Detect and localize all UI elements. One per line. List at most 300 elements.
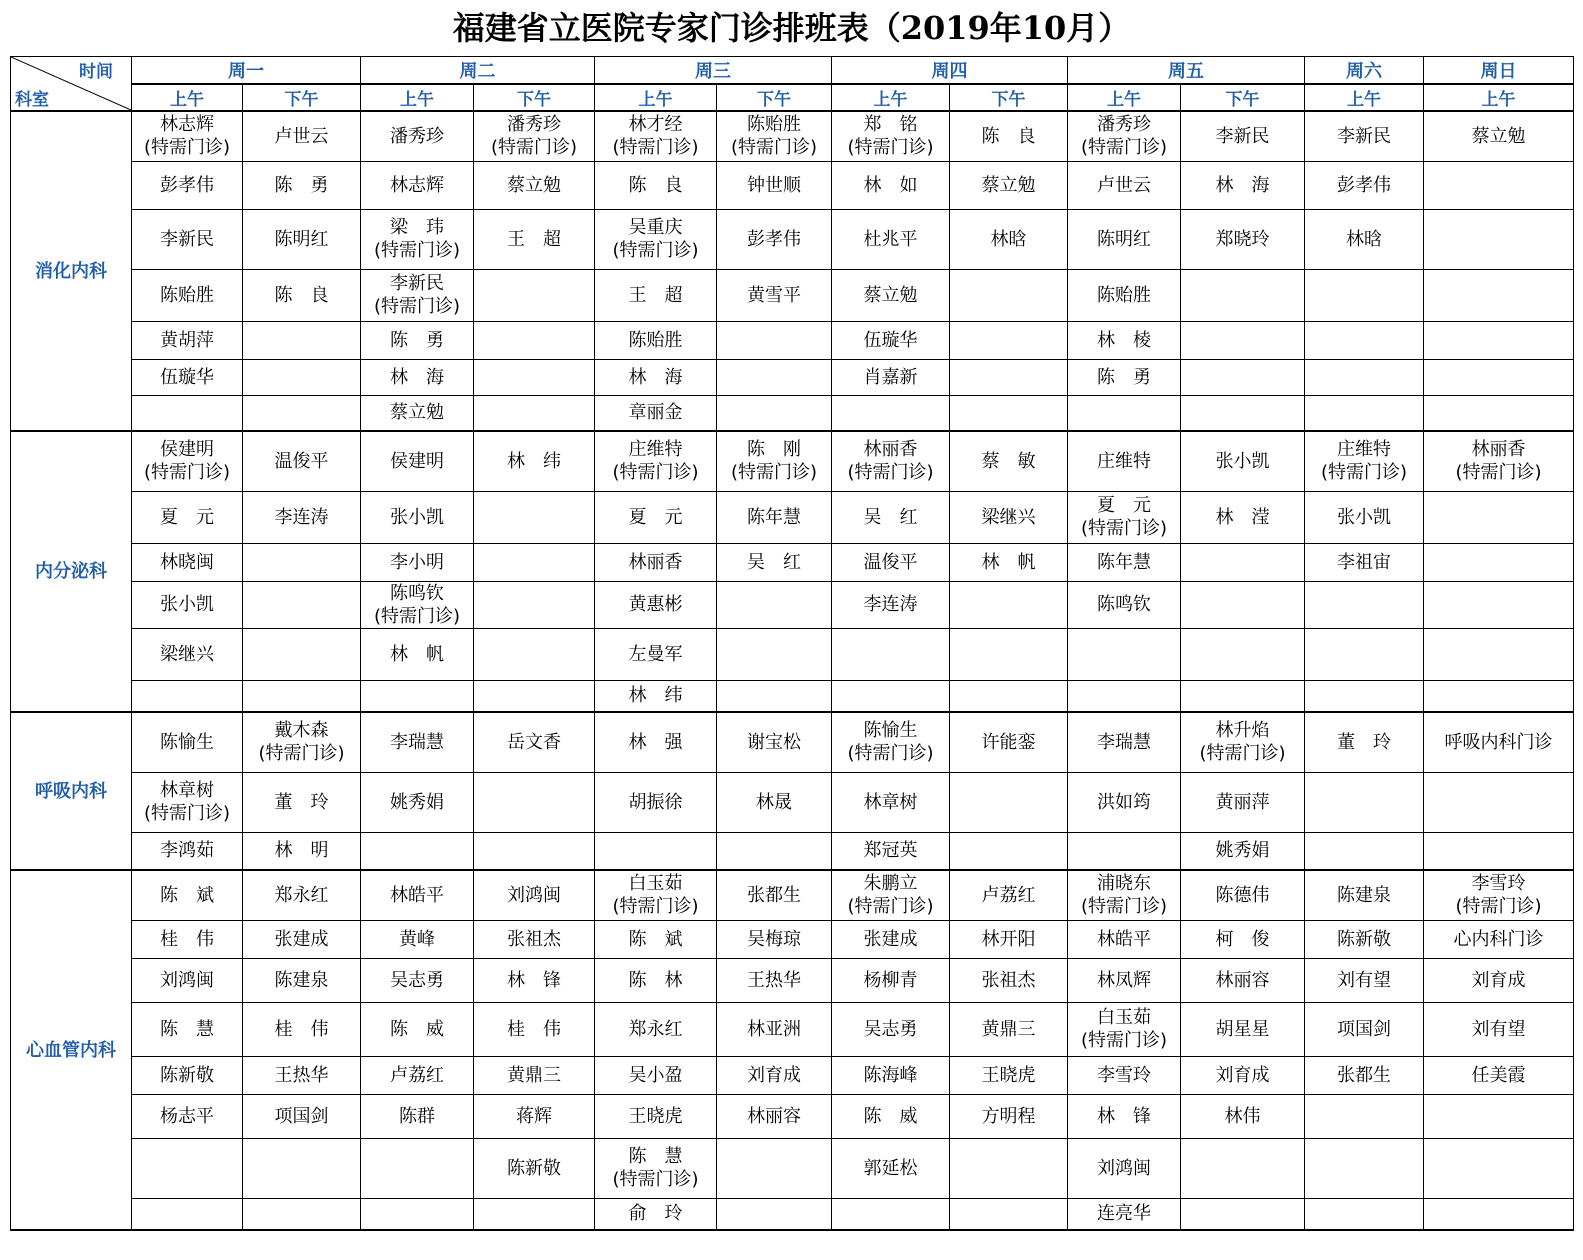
doctor-cell — [243, 628, 361, 680]
doctor-cell: 刘有望 — [1424, 1002, 1574, 1056]
doctor-cell: 林晗 — [1305, 209, 1424, 269]
doctor-cell: 吴小盈 — [595, 1056, 717, 1094]
doctor-cell — [717, 321, 832, 359]
doctor-cell — [474, 772, 595, 832]
doctor-cell: 连亮华 — [1068, 1198, 1181, 1230]
doctor-cell: 蔡 敏 — [950, 431, 1068, 491]
doctor-cell: 董 玲 — [1305, 712, 1424, 772]
doctor-cell — [1305, 1094, 1424, 1138]
doctor-cell: 林 棱 — [1068, 321, 1181, 359]
doctor-cell: 陈 良 — [595, 161, 717, 209]
department-name: 消化内科 — [11, 111, 132, 431]
doctor-cell: 刘育成 — [717, 1056, 832, 1094]
doctor-cell: 刘育成 — [1181, 1056, 1305, 1094]
doctor-cell: 潘秀珍 (特需门诊) — [474, 111, 595, 161]
doctor-cell: 林 帆 — [361, 628, 474, 680]
doctor-cell — [832, 395, 950, 431]
doctor-cell: 朱鹏立 (特需门诊) — [832, 870, 950, 920]
doctor-cell — [1424, 269, 1574, 321]
doctor-cell — [243, 680, 361, 712]
doctor-cell — [832, 628, 950, 680]
doctor-cell: 李鸿茹 — [132, 832, 243, 870]
period-am: 上午 — [595, 84, 717, 111]
doctor-cell: 陈贻胜 — [132, 269, 243, 321]
doctor-cell: 张都生 — [1305, 1056, 1424, 1094]
day-header-row — [11, 57, 1574, 85]
doctor-cell: 心内科门诊 — [1424, 920, 1574, 958]
doctor-cell: 梁 玮 (特需门诊) — [361, 209, 474, 269]
doctor-cell — [1181, 581, 1305, 628]
table-row — [11, 431, 1574, 491]
doctor-cell: 林 锋 — [1068, 1094, 1181, 1138]
doctor-cell: 陈鸣钦 — [1068, 581, 1181, 628]
day-tuesday: 周二 — [361, 57, 595, 85]
doctor-cell: 蔡立勉 — [361, 395, 474, 431]
doctor-cell: 黄胡萍 — [132, 321, 243, 359]
doctor-cell — [132, 1138, 243, 1198]
doctor-cell: 林志辉 — [361, 161, 474, 209]
doctor-cell — [1305, 581, 1424, 628]
doctor-cell: 陈 良 — [243, 269, 361, 321]
doctor-cell: 侯建明 (特需门诊) — [132, 431, 243, 491]
doctor-cell: 洪如筠 — [1068, 772, 1181, 832]
doctor-cell: 温俊平 — [832, 543, 950, 581]
doctor-cell — [1424, 161, 1574, 209]
doctor-cell: 黄雪平 — [717, 269, 832, 321]
doctor-cell: 桂 伟 — [132, 920, 243, 958]
doctor-cell: 王 超 — [595, 269, 717, 321]
doctor-cell: 伍璇华 — [832, 321, 950, 359]
doctor-cell — [474, 395, 595, 431]
doctor-cell — [1305, 1138, 1424, 1198]
doctor-cell: 王热华 — [717, 958, 832, 1002]
doctor-cell: 潘秀珍 — [361, 111, 474, 161]
doctor-cell: 杜兆平 — [832, 209, 950, 269]
doctor-cell — [1181, 680, 1305, 712]
doctor-cell: 蔡立勉 — [474, 161, 595, 209]
doctor-cell — [243, 1198, 361, 1230]
doctor-cell: 吴志勇 — [832, 1002, 950, 1056]
doctor-cell — [243, 359, 361, 395]
doctor-cell — [1424, 359, 1574, 395]
day-wednesday: 周三 — [595, 57, 832, 85]
doctor-cell: 黄丽萍 — [1181, 772, 1305, 832]
doctor-cell: 林亚洲 — [717, 1002, 832, 1056]
doctor-cell — [950, 772, 1068, 832]
doctor-cell: 吴重庆 (特需门诊) — [595, 209, 717, 269]
doctor-cell: 彭孝伟 — [717, 209, 832, 269]
doctor-cell: 李祖宙 — [1305, 543, 1424, 581]
table-row — [11, 1138, 1574, 1198]
doctor-cell — [950, 628, 1068, 680]
doctor-cell — [1424, 1094, 1574, 1138]
doctor-cell: 林章树 — [832, 772, 950, 832]
doctor-cell — [1424, 209, 1574, 269]
doctor-cell — [950, 1198, 1068, 1230]
doctor-cell — [1424, 543, 1574, 581]
table-row — [11, 395, 1574, 431]
doctor-cell: 林 锋 — [474, 958, 595, 1002]
doctor-cell — [1424, 581, 1574, 628]
doctor-cell: 杨柳青 — [832, 958, 950, 1002]
doctor-cell: 林 强 — [595, 712, 717, 772]
department-name: 内分泌科 — [11, 431, 132, 712]
doctor-cell: 陈 慧 (特需门诊) — [595, 1138, 717, 1198]
doctor-cell — [717, 832, 832, 870]
doctor-cell — [950, 680, 1068, 712]
period-pm: 下午 — [1181, 84, 1305, 111]
doctor-cell — [1068, 395, 1181, 431]
doctor-cell: 林 滢 — [1181, 491, 1305, 543]
table-row — [11, 209, 1574, 269]
doctor-cell: 陈 威 — [361, 1002, 474, 1056]
doctor-cell — [474, 269, 595, 321]
doctor-cell: 林伟 — [1181, 1094, 1305, 1138]
doctor-cell: 陈年慧 — [717, 491, 832, 543]
doctor-cell: 李新民 — [132, 209, 243, 269]
doctor-cell: 卢世云 — [1068, 161, 1181, 209]
doctor-cell: 彭孝伟 — [1305, 161, 1424, 209]
doctor-cell: 李新民 (特需门诊) — [361, 269, 474, 321]
doctor-cell: 桂 伟 — [474, 1002, 595, 1056]
doctor-cell: 吴 红 — [832, 491, 950, 543]
doctor-cell — [361, 680, 474, 712]
day-friday: 周五 — [1068, 57, 1305, 85]
period-am: 上午 — [361, 84, 474, 111]
doctor-cell: 林升焰 (特需门诊) — [1181, 712, 1305, 772]
doctor-cell: 林丽容 — [1181, 958, 1305, 1002]
doctor-cell — [474, 491, 595, 543]
doctor-cell — [132, 1198, 243, 1230]
doctor-cell — [243, 581, 361, 628]
doctor-cell — [950, 395, 1068, 431]
doctor-cell: 庄维特 — [1068, 431, 1181, 491]
doctor-cell: 郑冠英 — [832, 832, 950, 870]
doctor-cell — [474, 321, 595, 359]
doctor-cell: 白玉茹 (特需门诊) — [1068, 1002, 1181, 1056]
dept-label: 科室 — [15, 90, 49, 110]
doctor-cell: 项国剑 — [243, 1094, 361, 1138]
table-row — [11, 359, 1574, 395]
doctor-cell: 陈德伟 — [1181, 870, 1305, 920]
doctor-cell: 刘育成 — [1424, 958, 1574, 1002]
day-saturday: 周六 — [1305, 57, 1424, 85]
table-row — [11, 1002, 1574, 1056]
doctor-cell: 林皓平 — [361, 870, 474, 920]
doctor-cell: 岳文香 — [474, 712, 595, 772]
table-row — [11, 920, 1574, 958]
doctor-cell: 卢荔红 — [361, 1056, 474, 1094]
doctor-cell — [950, 359, 1068, 395]
schedule-table — [10, 56, 1574, 1231]
doctor-cell: 肖嘉新 — [832, 359, 950, 395]
doctor-cell: 林 纬 — [595, 680, 717, 712]
doctor-cell: 方明程 — [950, 1094, 1068, 1138]
day-monday: 周一 — [132, 57, 361, 85]
doctor-cell: 章丽金 — [595, 395, 717, 431]
doctor-cell: 侯建明 — [361, 431, 474, 491]
doctor-cell: 张祖杰 — [950, 958, 1068, 1002]
doctor-cell: 俞 玲 — [595, 1198, 717, 1230]
doctor-cell: 吴梅琼 — [717, 920, 832, 958]
doctor-cell: 彭孝伟 — [132, 161, 243, 209]
doctor-cell: 林志辉 (特需门诊) — [132, 111, 243, 161]
doctor-cell: 张小凯 — [361, 491, 474, 543]
doctor-cell: 张小凯 — [132, 581, 243, 628]
doctor-cell: 张祖杰 — [474, 920, 595, 958]
doctor-cell — [1181, 543, 1305, 581]
doctor-cell: 陈 勇 — [1068, 359, 1181, 395]
doctor-cell: 陈愉生 — [132, 712, 243, 772]
doctor-cell: 伍璇华 — [132, 359, 243, 395]
doctor-cell: 蔡立勉 — [832, 269, 950, 321]
doctor-cell: 陈年慧 — [1068, 543, 1181, 581]
doctor-cell — [243, 1138, 361, 1198]
doctor-cell: 刘鸿闽 — [1068, 1138, 1181, 1198]
table-row — [11, 1056, 1574, 1094]
doctor-cell: 林晗 — [950, 209, 1068, 269]
doctor-cell: 陈愉生 (特需门诊) — [832, 712, 950, 772]
doctor-cell: 陈 斌 — [595, 920, 717, 958]
doctor-cell: 陈 良 — [950, 111, 1068, 161]
doctor-cell: 吴 红 — [717, 543, 832, 581]
doctor-cell — [950, 269, 1068, 321]
doctor-cell: 柯 俊 — [1181, 920, 1305, 958]
doctor-cell: 王热华 — [243, 1056, 361, 1094]
table-row — [11, 680, 1574, 712]
doctor-cell — [1068, 628, 1181, 680]
table-row — [11, 321, 1574, 359]
table-row — [11, 491, 1574, 543]
doctor-cell — [1305, 772, 1424, 832]
doctor-cell: 陈 勇 — [361, 321, 474, 359]
doctor-cell: 林 海 — [1181, 161, 1305, 209]
doctor-cell: 林开阳 — [950, 920, 1068, 958]
period-pm: 下午 — [243, 84, 361, 111]
doctor-cell: 林 纬 — [474, 431, 595, 491]
doctor-cell: 林丽香 (特需门诊) — [1424, 431, 1574, 491]
doctor-cell: 浦晓东 (特需门诊) — [1068, 870, 1181, 920]
doctor-cell: 李雪玲 — [1068, 1056, 1181, 1094]
doctor-cell — [595, 832, 717, 870]
doctor-cell: 陈建泉 — [243, 958, 361, 1002]
doctor-cell — [1181, 628, 1305, 680]
table-row — [11, 1198, 1574, 1230]
department-name: 呼吸内科 — [11, 712, 132, 870]
doctor-cell: 刘鸿闽 — [132, 958, 243, 1002]
doctor-cell — [717, 1138, 832, 1198]
doctor-cell — [1068, 832, 1181, 870]
doctor-cell: 李连涛 — [832, 581, 950, 628]
period-pm: 下午 — [474, 84, 595, 111]
doctor-cell: 谢宝松 — [717, 712, 832, 772]
doctor-cell — [832, 680, 950, 712]
doctor-cell: 林丽香 (特需门诊) — [832, 431, 950, 491]
doctor-cell — [243, 395, 361, 431]
table-row — [11, 543, 1574, 581]
doctor-cell: 林 如 — [832, 161, 950, 209]
doctor-cell — [474, 680, 595, 712]
doctor-cell — [1424, 1198, 1574, 1230]
doctor-cell — [717, 628, 832, 680]
doctor-cell — [1305, 832, 1424, 870]
doctor-cell — [832, 1198, 950, 1230]
doctor-cell — [1424, 1138, 1574, 1198]
doctor-cell — [1305, 359, 1424, 395]
doctor-cell: 林 海 — [595, 359, 717, 395]
period-pm: 下午 — [717, 84, 832, 111]
doctor-cell: 陈贻胜 (特需门诊) — [717, 111, 832, 161]
table-row — [11, 772, 1574, 832]
department-name: 心血管内科 — [11, 870, 132, 1230]
doctor-cell: 庄维特 (特需门诊) — [595, 431, 717, 491]
doctor-cell — [1181, 321, 1305, 359]
doctor-cell: 陈 刚 (特需门诊) — [717, 431, 832, 491]
doctor-cell — [474, 543, 595, 581]
doctor-cell — [474, 359, 595, 395]
doctor-cell — [1424, 680, 1574, 712]
table-row — [11, 269, 1574, 321]
day-thursday: 周四 — [832, 57, 1068, 85]
doctor-cell: 林丽香 — [595, 543, 717, 581]
doctor-cell: 许能銮 — [950, 712, 1068, 772]
doctor-cell — [361, 1138, 474, 1198]
doctor-cell: 胡星星 — [1181, 1002, 1305, 1056]
doctor-cell — [1424, 491, 1574, 543]
doctor-cell: 李雪玲 (特需门诊) — [1424, 870, 1574, 920]
doctor-cell: 张小凯 — [1305, 491, 1424, 543]
doctor-cell — [1181, 1198, 1305, 1230]
doctor-cell: 呼吸内科门诊 — [1424, 712, 1574, 772]
doctor-cell: 梁继兴 — [950, 491, 1068, 543]
doctor-cell: 庄维特 (特需门诊) — [1305, 431, 1424, 491]
doctor-cell — [474, 628, 595, 680]
doctor-cell: 王 超 — [474, 209, 595, 269]
doctor-cell: 夏 元 (特需门诊) — [1068, 491, 1181, 543]
doctor-cell — [1068, 680, 1181, 712]
doctor-cell: 左曼军 — [595, 628, 717, 680]
doctor-cell: 陈 斌 — [132, 870, 243, 920]
doctor-cell: 陈明红 — [243, 209, 361, 269]
period-am: 上午 — [1424, 84, 1574, 111]
doctor-cell: 潘秀珍 (特需门诊) — [1068, 111, 1181, 161]
doctor-cell: 郑永红 — [595, 1002, 717, 1056]
doctor-cell: 林丽容 — [717, 1094, 832, 1138]
doctor-cell: 黄鼎三 — [474, 1056, 595, 1094]
period-am: 上午 — [832, 84, 950, 111]
doctor-cell: 李新民 — [1181, 111, 1305, 161]
doctor-cell: 郑永红 — [243, 870, 361, 920]
doctor-cell — [132, 680, 243, 712]
doctor-cell: 李新民 — [1305, 111, 1424, 161]
doctor-cell: 张都生 — [717, 870, 832, 920]
doctor-cell — [1424, 772, 1574, 832]
period-am: 上午 — [1305, 84, 1424, 111]
period-pm: 下午 — [950, 84, 1068, 111]
doctor-cell: 吴志勇 — [361, 958, 474, 1002]
doctor-cell — [1305, 395, 1424, 431]
doctor-cell — [361, 832, 474, 870]
doctor-cell — [950, 321, 1068, 359]
doctor-cell — [1305, 321, 1424, 359]
doctor-cell: 胡振徐 — [595, 772, 717, 832]
doctor-cell — [717, 581, 832, 628]
doctor-cell: 李瑞慧 — [1068, 712, 1181, 772]
doctor-cell — [243, 321, 361, 359]
doctor-cell: 卢荔红 — [950, 870, 1068, 920]
doctor-cell: 李小明 — [361, 543, 474, 581]
doctor-cell: 项国剑 — [1305, 1002, 1424, 1056]
table-row — [11, 832, 1574, 870]
doctor-cell: 陈群 — [361, 1094, 474, 1138]
doctor-cell: 蔡立勉 — [1424, 111, 1574, 161]
doctor-cell: 卢世云 — [243, 111, 361, 161]
doctor-cell — [1181, 269, 1305, 321]
doctor-cell: 陈鸣钦 (特需门诊) — [361, 581, 474, 628]
doctor-cell: 陈 林 — [595, 958, 717, 1002]
table-row — [11, 712, 1574, 772]
doctor-cell: 任美霞 — [1424, 1056, 1574, 1094]
doctor-cell: 郑晓玲 — [1181, 209, 1305, 269]
table-row — [11, 1094, 1574, 1138]
doctor-cell: 林晓闽 — [132, 543, 243, 581]
doctor-cell — [1181, 1138, 1305, 1198]
corner-cell — [11, 57, 132, 112]
doctor-cell: 李连涛 — [243, 491, 361, 543]
period-am: 上午 — [1068, 84, 1181, 111]
doctor-cell: 温俊平 — [243, 431, 361, 491]
doctor-cell: 陈 慧 — [132, 1002, 243, 1056]
doctor-cell — [1424, 628, 1574, 680]
doctor-cell: 夏 元 — [595, 491, 717, 543]
doctor-cell — [361, 1198, 474, 1230]
doctor-cell: 张建成 — [832, 920, 950, 958]
doctor-cell: 林才经 (特需门诊) — [595, 111, 717, 161]
doctor-cell — [1424, 832, 1574, 870]
table-row — [11, 581, 1574, 628]
doctor-cell: 王晓虎 — [595, 1094, 717, 1138]
doctor-cell: 陈海峰 — [832, 1056, 950, 1094]
doctor-cell — [243, 543, 361, 581]
doctor-cell: 陈 威 — [832, 1094, 950, 1138]
doctor-cell: 黄惠彬 — [595, 581, 717, 628]
doctor-cell: 王晓虎 — [950, 1056, 1068, 1094]
doctor-cell: 陈新敬 — [1305, 920, 1424, 958]
doctor-cell: 陈 勇 — [243, 161, 361, 209]
table-row — [11, 628, 1574, 680]
doctor-cell: 戴木森 (特需门诊) — [243, 712, 361, 772]
doctor-cell — [717, 359, 832, 395]
doctor-cell — [474, 1198, 595, 1230]
doctor-cell — [717, 680, 832, 712]
doctor-cell: 陈建泉 — [1305, 870, 1424, 920]
doctor-cell — [474, 581, 595, 628]
doctor-cell — [1424, 395, 1574, 431]
doctor-cell — [1305, 269, 1424, 321]
doctor-cell: 梁继兴 — [132, 628, 243, 680]
doctor-cell: 林皓平 — [1068, 920, 1181, 958]
doctor-cell: 陈贻胜 — [595, 321, 717, 359]
day-sunday: 周日 — [1424, 57, 1574, 85]
doctor-cell: 郭延松 — [832, 1138, 950, 1198]
doctor-cell: 郑 铭 (特需门诊) — [832, 111, 950, 161]
doctor-cell: 夏 元 — [132, 491, 243, 543]
doctor-cell: 林凤辉 — [1068, 958, 1181, 1002]
doctor-cell — [1305, 628, 1424, 680]
page-title: 福建省立医院专家门诊排班表（2019年10月） — [452, 9, 1131, 47]
table-row — [11, 161, 1574, 209]
doctor-cell: 白玉茹 (特需门诊) — [595, 870, 717, 920]
